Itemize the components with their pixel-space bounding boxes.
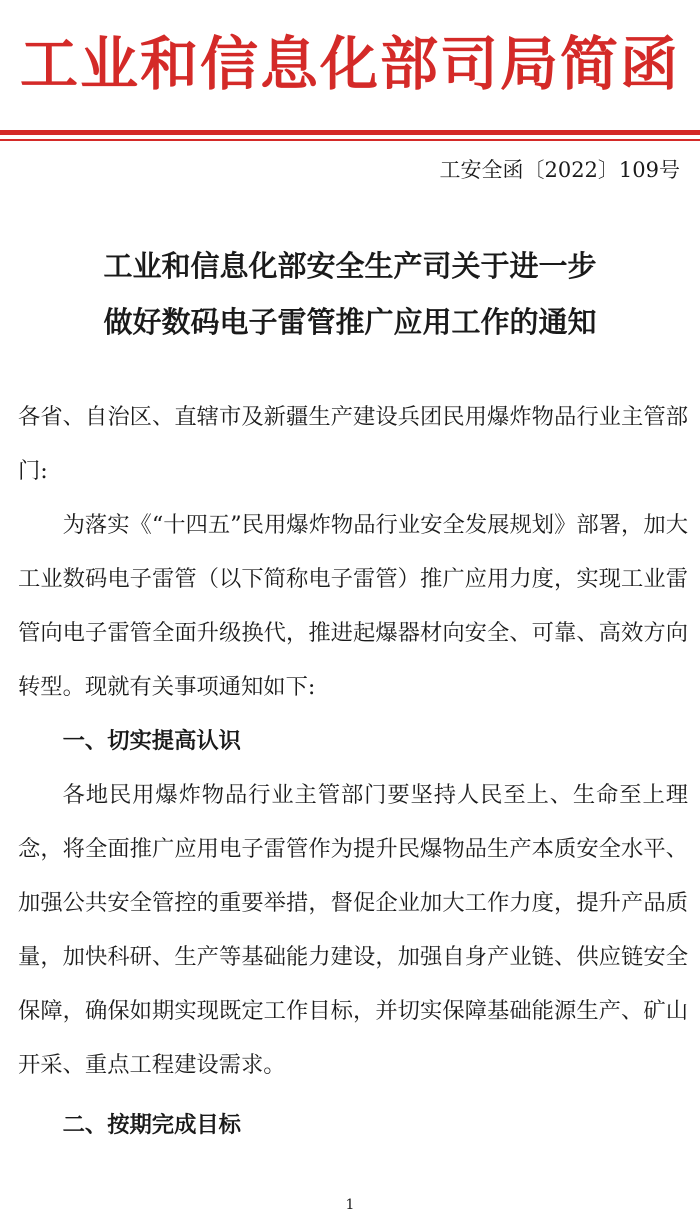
addressee: 各省、自治区、直辖市及新疆生产建设兵团民用爆炸物品行业主管部门: bbox=[18, 404, 688, 484]
section-1-body: 各地民用爆炸物品行业主管部门要坚持人民至上、生命至上理念，将全面推广应用电子雷管作为提升民爆物品生产本质安全水平、加强公共安全管控的重要举措，督促企业加大工作力度，提升产品质量，加快科研、生产等基础能力建设，加强自身产业链、供应链安全保障，确保如期实现既定工作目标，并切实保障基础能源生产、矿山开采、重点工程建设需求。 bbox=[18, 782, 688, 1078]
section-2-heading: 二、按期完成目标 bbox=[62, 1112, 241, 1138]
document-body bbox=[18, 390, 688, 1152]
page-number: 1 bbox=[345, 1197, 355, 1213]
letterhead-title: 工业和信息化部司局简函 bbox=[19, 30, 680, 98]
document-title-line-1: 工业和信息化部安全生产司关于进一步 bbox=[103, 249, 597, 283]
section-1-heading: 一、切实提高认识 bbox=[62, 728, 241, 754]
document-title-line-2: 做好数码电子雷管推广应用工作的通知 bbox=[103, 305, 597, 339]
letterhead-rule-thick bbox=[0, 130, 700, 135]
letterhead-rule-thin bbox=[0, 139, 700, 141]
intro-paragraph: 为落实《“十四五”民用爆炸物品行业安全发展规划》部署，加大工业数码电子雷管（以下简称电子雷管）推广应用力度，实现工业雷管向电子雷管全面升级换代，推进起爆器材向安全、可靠、高效方向转型。现就有关事项通知如下: bbox=[18, 512, 688, 700]
document-number: 工安全函〔2022〕109号 bbox=[439, 158, 680, 182]
